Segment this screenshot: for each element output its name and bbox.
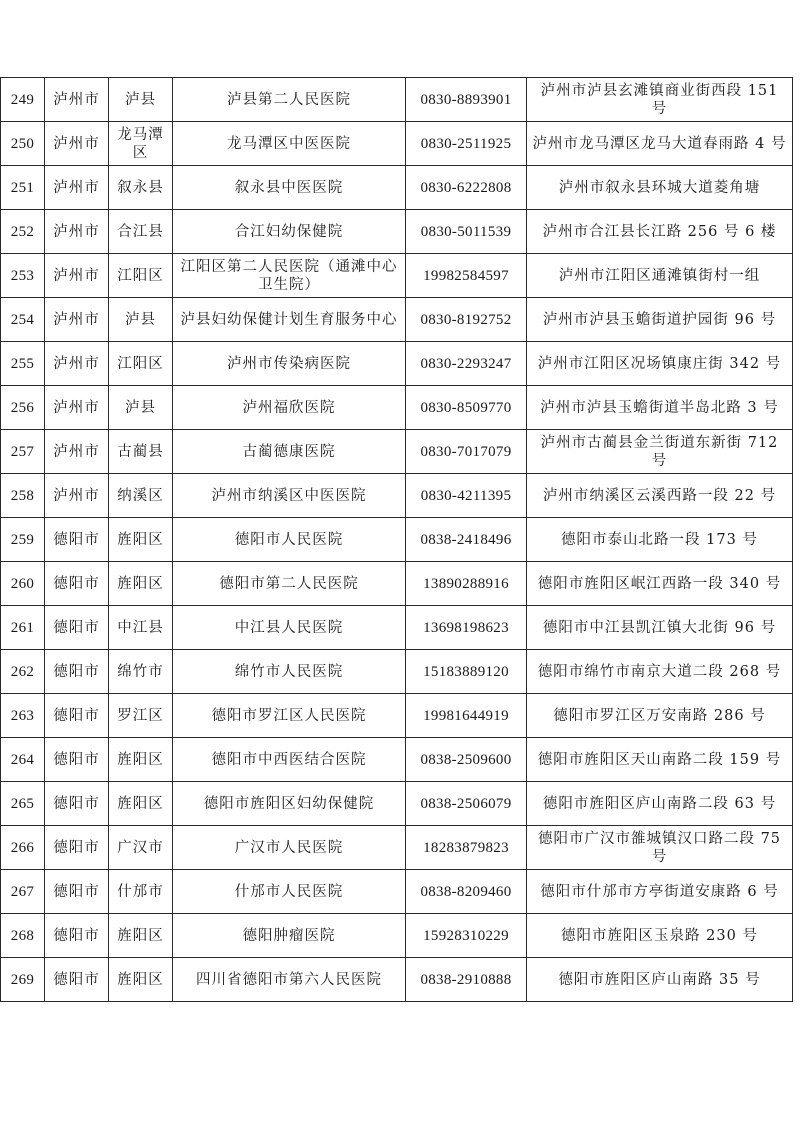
hospital-name-cell: 德阳市旌阳区妇幼保健院	[173, 782, 406, 826]
address-cell: 泸州市龙马潭区龙马大道春雨路 4 号	[527, 122, 793, 166]
address-cell: 德阳市广汉市雒城镇汉口路二段 75 号	[527, 826, 793, 870]
hospital-name-cell: 德阳肿瘤医院	[173, 914, 406, 958]
row-number: 265	[1, 782, 45, 826]
row-number: 253	[1, 254, 45, 298]
district-cell: 什邡市	[109, 870, 173, 914]
city-cell: 德阳市	[45, 914, 109, 958]
phone-cell: 13890288916	[406, 562, 527, 606]
address-cell: 德阳市罗江区万安南路 286 号	[527, 694, 793, 738]
district-cell: 泸县	[109, 298, 173, 342]
city-cell: 泸州市	[45, 342, 109, 386]
address-cell: 泸州市合江县长江路 256 号 6 楼	[527, 210, 793, 254]
address-cell: 泸州市泸县玄滩镇商业街西段 151 号	[527, 78, 793, 122]
phone-cell: 13698198623	[406, 606, 527, 650]
table-row	[1, 958, 793, 1002]
phone-cell: 18283879823	[406, 826, 527, 870]
district-cell: 合江县	[109, 210, 173, 254]
address-cell: 德阳市旌阳区岷江西路一段 340 号	[527, 562, 793, 606]
district-cell: 旌阳区	[109, 562, 173, 606]
row-number: 264	[1, 738, 45, 782]
address-cell: 德阳市什邡市方亭街道安康路 6 号	[527, 870, 793, 914]
address-cell: 德阳市绵竹市南京大道二段 268 号	[527, 650, 793, 694]
hospital-name-cell: 绵竹市人民医院	[173, 650, 406, 694]
table-row	[1, 210, 793, 254]
city-cell: 德阳市	[45, 518, 109, 562]
district-cell: 旌阳区	[109, 958, 173, 1002]
district-cell: 泸县	[109, 386, 173, 430]
address-cell: 泸州市江阳区况场镇康庄街 342 号	[527, 342, 793, 386]
table-row	[1, 166, 793, 210]
city-cell: 德阳市	[45, 870, 109, 914]
table-row	[1, 386, 793, 430]
district-cell: 旌阳区	[109, 738, 173, 782]
hospital-name-cell: 泸县妇幼保健计划生育服务中心	[173, 298, 406, 342]
city-cell: 德阳市	[45, 606, 109, 650]
address-cell: 德阳市中江县凯江镇大北街 96 号	[527, 606, 793, 650]
row-number: 252	[1, 210, 45, 254]
district-cell: 古蔺县	[109, 430, 173, 474]
row-number: 257	[1, 430, 45, 474]
district-cell: 旌阳区	[109, 914, 173, 958]
city-cell: 泸州市	[45, 166, 109, 210]
table-row	[1, 122, 793, 166]
city-cell: 泸州市	[45, 254, 109, 298]
table-row	[1, 826, 793, 870]
phone-cell: 0830-7017079	[406, 430, 527, 474]
hospital-name-cell: 德阳市中西医结合医院	[173, 738, 406, 782]
phone-cell: 0830-2293247	[406, 342, 527, 386]
phone-cell: 19982584597	[406, 254, 527, 298]
row-number: 251	[1, 166, 45, 210]
address-cell: 泸州市泸县玉蟾街道半岛北路 3 号	[527, 386, 793, 430]
row-number: 249	[1, 78, 45, 122]
table-row	[1, 738, 793, 782]
table-row	[1, 474, 793, 518]
city-cell: 泸州市	[45, 122, 109, 166]
row-number: 258	[1, 474, 45, 518]
district-cell: 泸县	[109, 78, 173, 122]
table-row	[1, 694, 793, 738]
table-body	[1, 78, 793, 1002]
hospital-name-cell: 泸州福欣医院	[173, 386, 406, 430]
district-cell: 叙永县	[109, 166, 173, 210]
address-cell: 德阳市旌阳区庐山南路二段 63 号	[527, 782, 793, 826]
address-cell: 泸州市古蔺县金兰街道东新街 712 号	[527, 430, 793, 474]
hospital-name-cell: 龙马潭区中医医院	[173, 122, 406, 166]
hospital-name-cell: 泸州市传染病医院	[173, 342, 406, 386]
address-cell: 泸州市纳溪区云溪西路一段 22 号	[527, 474, 793, 518]
district-cell: 龙马潭区	[109, 122, 173, 166]
phone-cell: 0838-2506079	[406, 782, 527, 826]
row-number: 261	[1, 606, 45, 650]
table-row	[1, 914, 793, 958]
row-number: 260	[1, 562, 45, 606]
phone-cell: 0830-4211395	[406, 474, 527, 518]
city-cell: 泸州市	[45, 78, 109, 122]
row-number: 254	[1, 298, 45, 342]
row-number: 269	[1, 958, 45, 1002]
address-cell: 德阳市泰山北路一段 173 号	[527, 518, 793, 562]
phone-cell: 15183889120	[406, 650, 527, 694]
table-row	[1, 254, 793, 298]
address-cell: 德阳市旌阳区庐山南路 35 号	[527, 958, 793, 1002]
phone-cell: 0838-2910888	[406, 958, 527, 1002]
table-row	[1, 870, 793, 914]
row-number: 267	[1, 870, 45, 914]
hospital-name-cell: 四川省德阳市第六人民医院	[173, 958, 406, 1002]
city-cell: 泸州市	[45, 474, 109, 518]
city-cell: 泸州市	[45, 430, 109, 474]
city-cell: 德阳市	[45, 562, 109, 606]
table-row	[1, 298, 793, 342]
city-cell: 德阳市	[45, 826, 109, 870]
city-cell: 泸州市	[45, 298, 109, 342]
table-row	[1, 782, 793, 826]
city-cell: 泸州市	[45, 210, 109, 254]
city-cell: 德阳市	[45, 958, 109, 1002]
hospital-name-cell: 泸州市纳溪区中医医院	[173, 474, 406, 518]
phone-cell: 0830-8509770	[406, 386, 527, 430]
table-row	[1, 342, 793, 386]
phone-cell: 0830-6222808	[406, 166, 527, 210]
address-cell: 泸州市江阳区通滩镇街村一组	[527, 254, 793, 298]
district-cell: 中江县	[109, 606, 173, 650]
hospital-name-cell: 叙永县中医医院	[173, 166, 406, 210]
district-cell: 旌阳区	[109, 518, 173, 562]
table-row	[1, 78, 793, 122]
hospital-name-cell: 德阳市人民医院	[173, 518, 406, 562]
row-number: 255	[1, 342, 45, 386]
hospital-name-cell: 泸县第二人民医院	[173, 78, 406, 122]
hospital-name-cell: 古蔺德康医院	[173, 430, 406, 474]
phone-cell: 19981644919	[406, 694, 527, 738]
phone-cell: 0838-2418496	[406, 518, 527, 562]
city-cell: 泸州市	[45, 386, 109, 430]
hospital-list-table	[0, 77, 793, 1002]
table-row	[1, 518, 793, 562]
hospital-name-cell: 中江县人民医院	[173, 606, 406, 650]
district-cell: 纳溪区	[109, 474, 173, 518]
row-number: 263	[1, 694, 45, 738]
phone-cell: 0830-2511925	[406, 122, 527, 166]
city-cell: 德阳市	[45, 738, 109, 782]
district-cell: 绵竹市	[109, 650, 173, 694]
address-cell: 泸州市叙永县环城大道菱角塘	[527, 166, 793, 210]
phone-cell: 0830-5011539	[406, 210, 527, 254]
table-row	[1, 650, 793, 694]
city-cell: 德阳市	[45, 650, 109, 694]
row-number: 266	[1, 826, 45, 870]
row-number: 256	[1, 386, 45, 430]
table-row	[1, 430, 793, 474]
address-cell: 泸州市泸县玉蟾街道护园街 96 号	[527, 298, 793, 342]
hospital-name-cell: 什邡市人民医院	[173, 870, 406, 914]
district-cell: 广汉市	[109, 826, 173, 870]
city-cell: 德阳市	[45, 782, 109, 826]
hospital-name-cell: 德阳市第二人民医院	[173, 562, 406, 606]
phone-cell: 0838-8209460	[406, 870, 527, 914]
phone-cell: 0830-8893901	[406, 78, 527, 122]
hospital-name-cell: 江阳区第二人民医院（通滩中心卫生院）	[173, 254, 406, 298]
district-cell: 旌阳区	[109, 782, 173, 826]
hospital-name-cell: 德阳市罗江区人民医院	[173, 694, 406, 738]
address-cell: 德阳市旌阳区玉泉路 230 号	[527, 914, 793, 958]
phone-cell: 0830-8192752	[406, 298, 527, 342]
table-row	[1, 562, 793, 606]
phone-cell: 15928310229	[406, 914, 527, 958]
district-cell: 罗江区	[109, 694, 173, 738]
address-cell: 德阳市旌阳区天山南路二段 159 号	[527, 738, 793, 782]
table-row	[1, 606, 793, 650]
hospital-name-cell: 广汉市人民医院	[173, 826, 406, 870]
district-cell: 江阳区	[109, 254, 173, 298]
city-cell: 德阳市	[45, 694, 109, 738]
district-cell: 江阳区	[109, 342, 173, 386]
row-number: 250	[1, 122, 45, 166]
phone-cell: 0838-2509600	[406, 738, 527, 782]
row-number: 259	[1, 518, 45, 562]
row-number: 262	[1, 650, 45, 694]
hospital-name-cell: 合江妇幼保健院	[173, 210, 406, 254]
row-number: 268	[1, 914, 45, 958]
